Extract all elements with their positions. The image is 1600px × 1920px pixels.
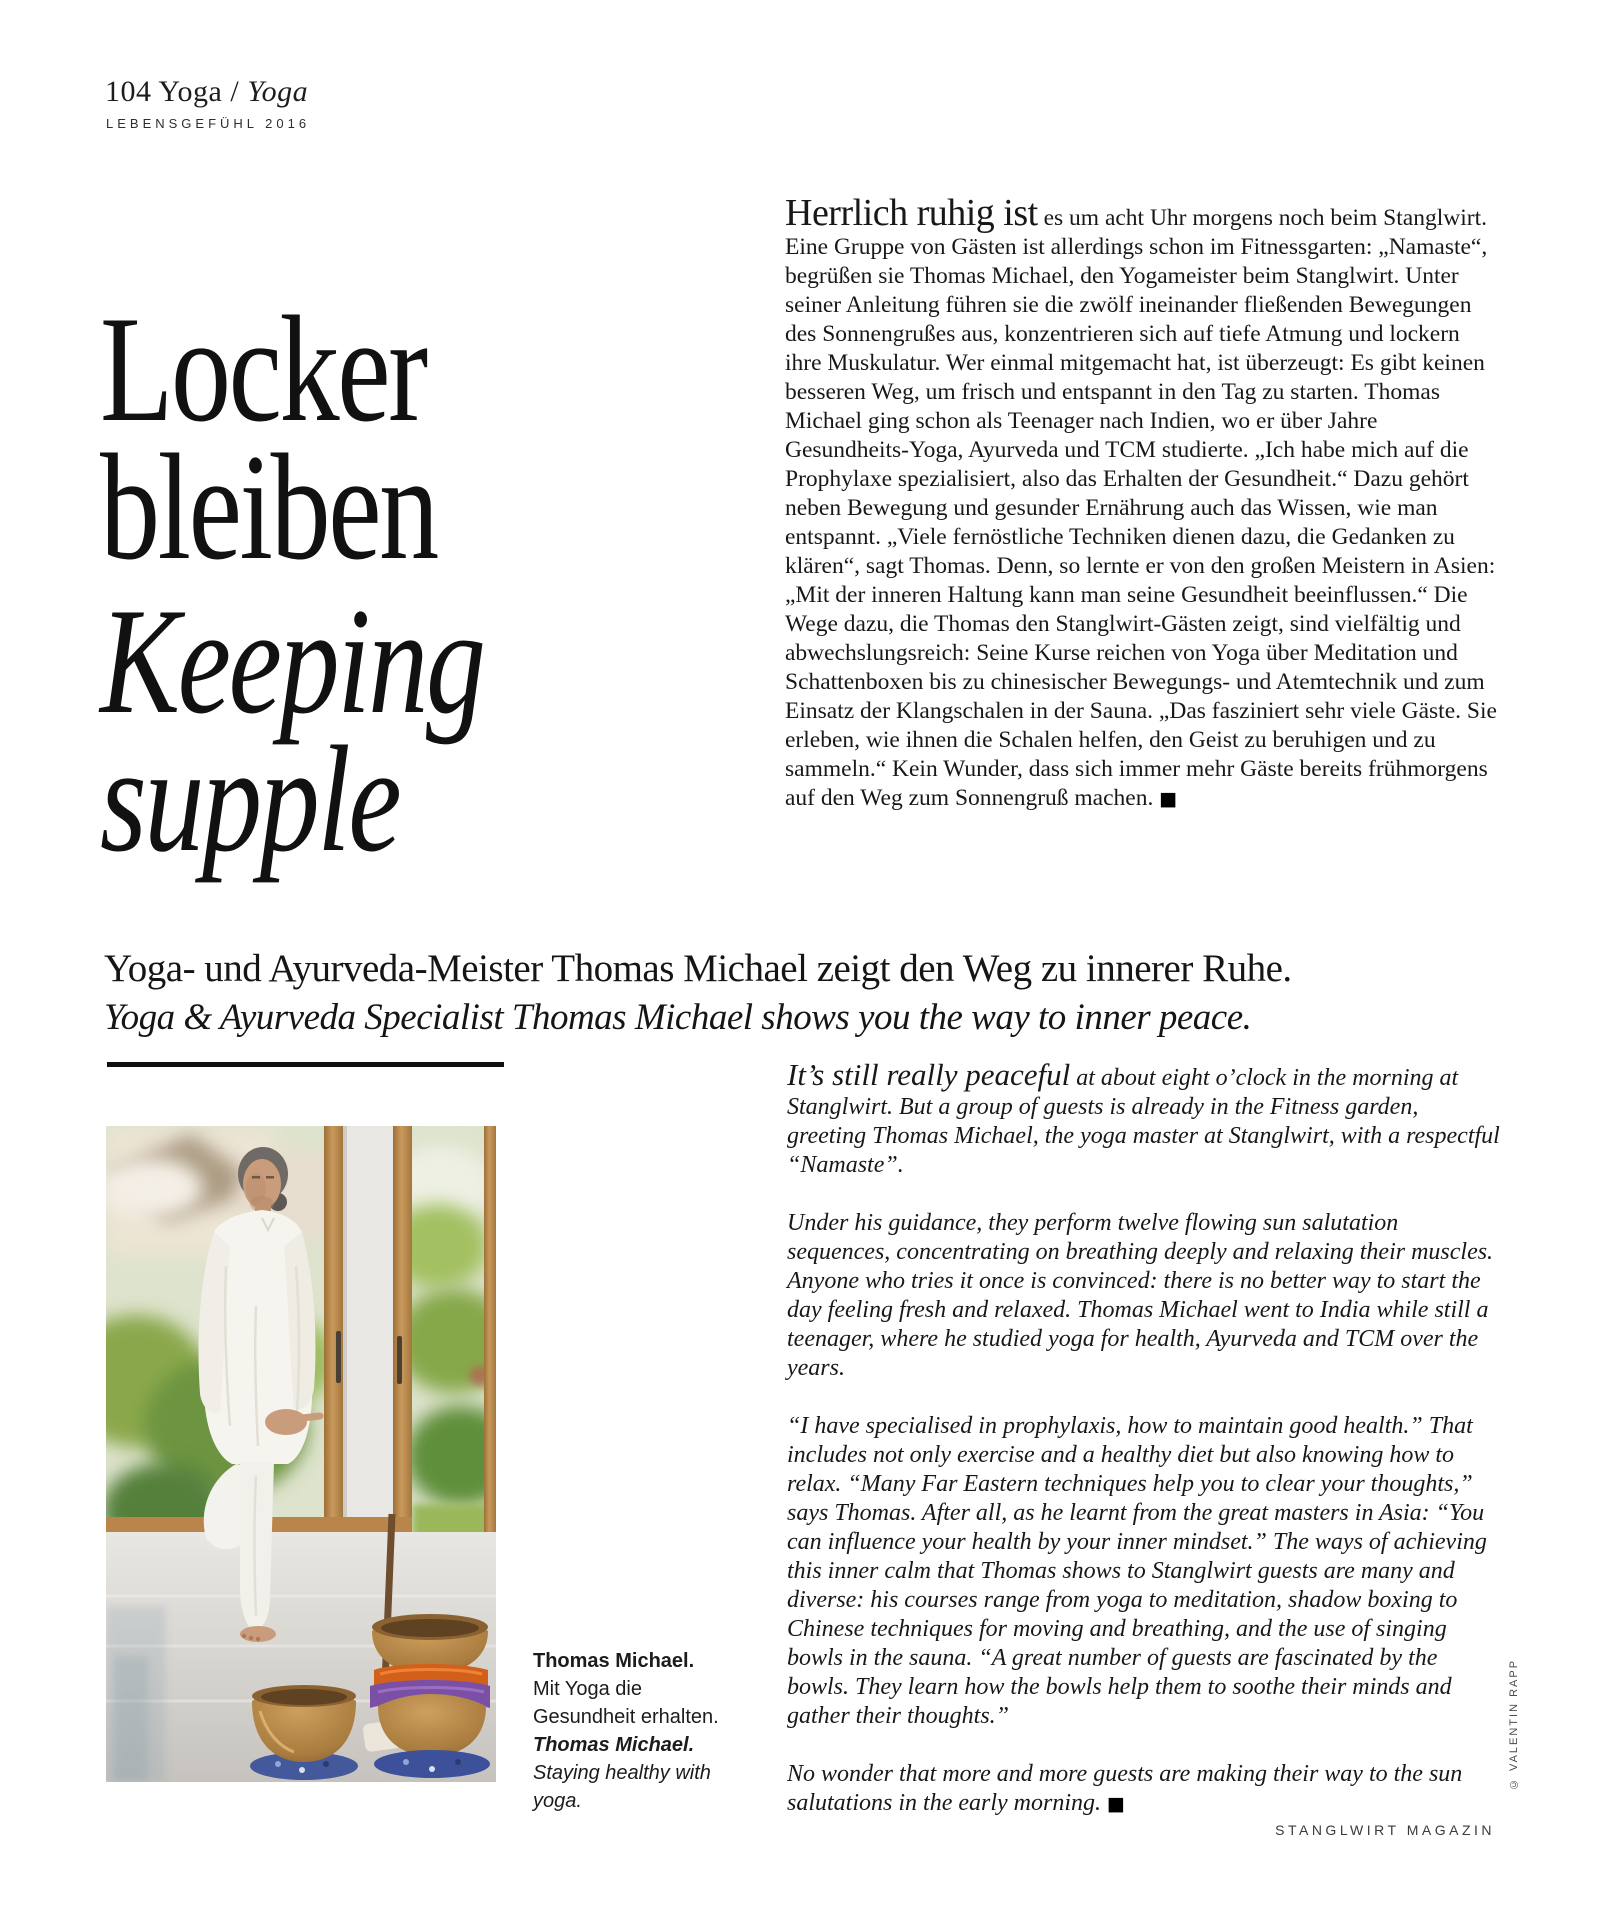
- caption-text-en: Staying healthy with yoga.: [533, 1762, 711, 1812]
- article-german-paragraph: [785, 192, 1501, 814]
- door-handle: [336, 1331, 341, 1383]
- issue-line: LEBENSGEFÜHL 2016: [106, 116, 311, 131]
- article-english-p1-rest: at about eight o’clock in the morning at Stanglwirt. But a group of guests is already in the Fitness garden, greeting Thomas Michael, the yoga master at Stanglwirt, with a respectful “Namaste”.: [787, 1065, 1500, 1178]
- photo-caption: [533, 1647, 723, 1815]
- folio-number: 104: [105, 75, 152, 108]
- headline-de-line1: Locker: [100, 285, 426, 453]
- article-english-p1: [787, 1057, 1501, 1180]
- article-english-p2: Under his guidance, they perform twelve flowing sun salutation sequences, concentrating on breathing deeply and relaxing their muscles. Anyone who tries it once is convinced: there is no better way to start the day feeling fresh and relaxed. Thomas Michael went to India while still a teenager, where he studied yoga for health, Ayurveda and TCM over the years.: [787, 1210, 1494, 1381]
- door-handle: [397, 1336, 402, 1384]
- article-english: [787, 1057, 1501, 1848]
- caption-text-de: Mit Yoga die Gesundheit erhalten.: [533, 1678, 719, 1728]
- page-header: [105, 75, 308, 109]
- section-separator: /: [222, 75, 248, 108]
- article-english-p4: [787, 1760, 1501, 1819]
- section-title-en: Yoga: [247, 75, 309, 108]
- caption-name-en: Thomas Michael.: [533, 1734, 695, 1756]
- article-english-lead-in: It’s still really peaceful: [787, 1057, 1071, 1092]
- article-german-lead-in: Herrlich ruhig ist: [785, 192, 1038, 234]
- photo-credit: © VALENTIN RAPP: [1508, 1658, 1520, 1790]
- headline-de-line2: bleiben: [100, 423, 437, 591]
- magazine-footer: STANGLWIRT MAGAZIN: [1275, 1822, 1495, 1838]
- headline-en-line2: supple: [100, 715, 400, 883]
- article-english-p3: “I have specialised in prophylaxis, how to maintain good health.” That includes not only exercise and a healthy diet but also knowing how to relax. “Many Far Eastern techniques help you to clear your thoughts,” says Thomas. After all, as he learnt from the great masters in Asia: “You can influence your health by your inner mindset.” The ways of achieving this inner calm that Thomas shows to Stanglwirt guests are many and diverse: his courses range from yoga to meditation, shadow boxing to Chinese techniques for moving and breathing, and the use of singing bowls in the sauna. “A great number of guests are fascinated by the bowls. They learn how the bowls help them to soothe their minds and gather their thoughts.”: [787, 1413, 1487, 1729]
- caption-name-de: Thomas Michael.: [533, 1650, 695, 1672]
- end-mark-icon: ■: [1159, 788, 1178, 810]
- headline-en-line1: Keeping: [100, 577, 484, 745]
- standfirst-english: Yoga & Ayurveda Specialist Thomas Michael shows you the way to inner peace.: [104, 997, 1252, 1038]
- article-english-p4-text: No wonder that more and more guests are making their way to the sun salutations in the early morning.: [787, 1761, 1463, 1816]
- photo-thomas-michael: [106, 1126, 496, 1782]
- photo-illustration: [106, 1126, 496, 1782]
- headline-rule: [107, 1062, 504, 1067]
- section-title-de: Yoga: [158, 75, 223, 108]
- headline: [100, 285, 586, 883]
- standfirst-german: Yoga- und Ayurveda-Meister Thomas Michael zeigt den Weg zu innerer Ruhe.: [104, 947, 1292, 990]
- end-mark-icon: ■: [1107, 1793, 1125, 1815]
- article-german: [785, 192, 1501, 814]
- article-german-body: es um acht Uhr morgens noch beim Stanglwirt. Eine Gruppe von Gästen ist allerdings schon im Fitnessgarten: „Namaste“, begrüßen sie Thomas Michael, den Yogameister beim Stanglwirt. Unter seiner Anleitung führen sie die zwölf ineinander fließenden Bewegungen des Sonnengrußes aus, konzentrieren sich auf tiefe Atmung und lockern ihre Muskulatur. Wer einmal mitgemacht hat, ist überzeugt: Es gibt keinen besseren Weg, um frisch und entspannt in den Tag zu starten. Thomas Michael ging schon als Teenager nach Indien, wo er über Jahre Gesundheits-Yoga, Ayurveda und TCM studierte. „Ich habe mich auf die Prophylaxe spezialisiert, also das Erhalten der Gesundheit.“ Dazu gehört neben Bewegung und gesunder Ernährung auch das Wissen, wie man entspannt. „Viele fernöstliche Techniken dienen dazu, die Gedanken zu klären“, sagt Thomas. Denn, so lernte er von den großen Meistern in Asien: „Mit der inneren Haltung kann man seine Gesundheit beeinflussen.“ Die Wege dazu, die Thomas den Stanglwirt-Gästen zeigt, sind vielfältig und abwechslungsreich: Seine Kurse reichen von Yoga über Meditation und Schattenboxen bis zu chinesischer Bewegungs- und Atemtechnik und zum Einsatz der Klangschalen in der Sauna. „Das fasziniert sehr viele Gäste. Sie erleben, wie ihnen die Schalen helfen, den Geist zu beruhigen und zu sammeln.“ Kein Wunder, dass sich immer mehr Gäste bereits frühmorgens auf den Weg zum Sonnengruß machen.: [785, 205, 1497, 811]
